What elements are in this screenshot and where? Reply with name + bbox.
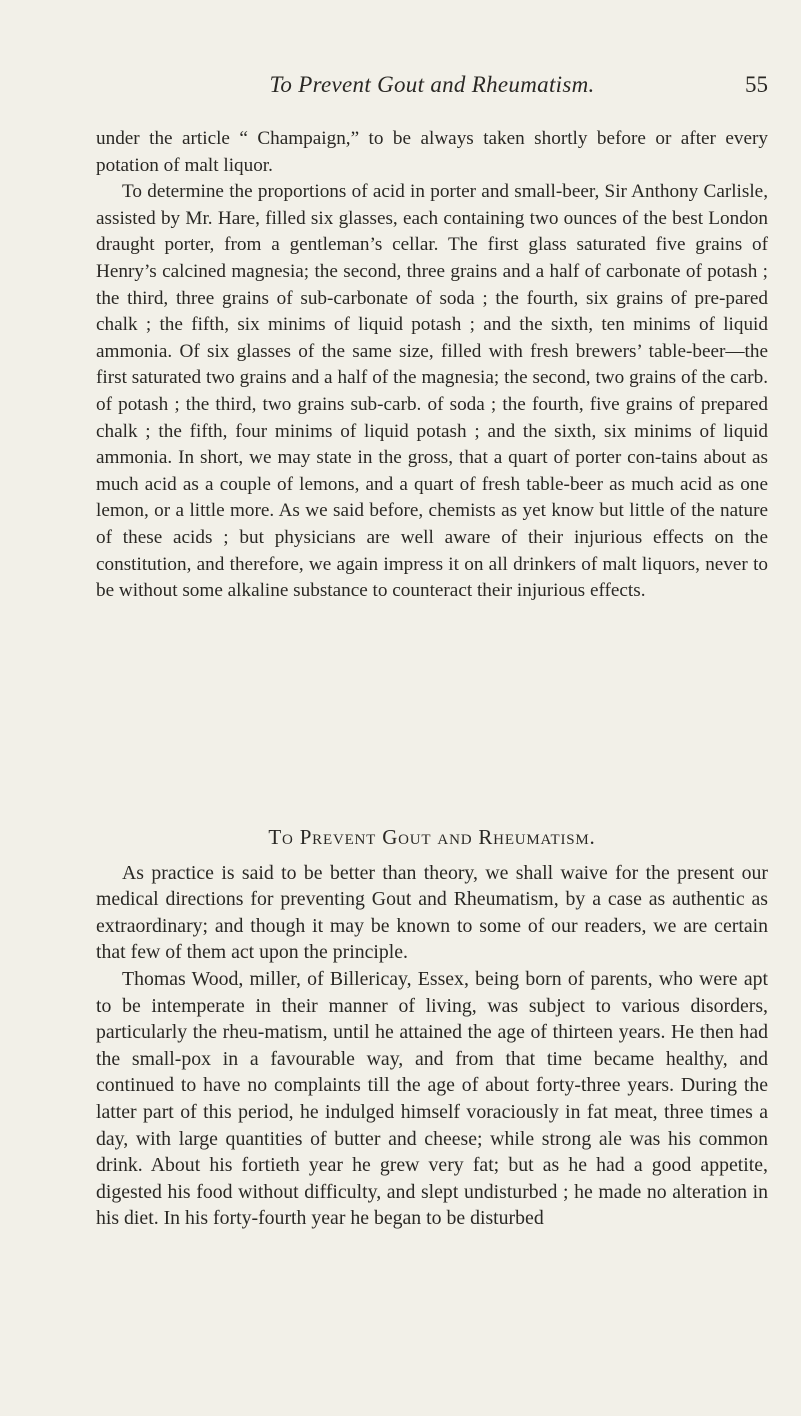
- paragraph-practice-theory: As practice is said to be better than theory, we shall waive for the present our medical directions for preventing Gout and Rheumatism, by a case as authentic as extraordinary; and though it may be known to some of our readers, we are certain that few of them act upon the principle.: [96, 861, 768, 964]
- section-gout-rheumatism: [96, 824, 768, 1232]
- paragraph-acid-experiment: To determine the proportions of acid in porter and small-beer, Sir Anthony Carlisle, assisted by Mr. Hare, filled six glasses, each containing two ounces of the best London draught porter, from a gentleman’s cellar. The first glass saturated five grains of Henry’s calcined magnesia; the second, three grains and a half of carbonate of potash ; the third, three grains of sub-carbonate of soda ; the fourth, six grains of pre-pared chalk ; the fifth, six minims of liquid potash ; and the sixth, ten minims of liquid ammonia. Of six glasses of the same size, filled with fresh brewers’ table-beer—the first saturated two grains and a half of the magnesia; the second, two grains of the carb. of potash ; the third, two grains sub-carb. of soda ; the fourth, five grains of prepared chalk ; the fifth, four minims of liquid potash ; and the sixth, six minims of liquid ammonia. In short, we may state in the gross, that a quart of porter con-tains about as much acid as a couple of lemons, and a quart of fresh table-beer as much acid as one lemon, or a little more. As we said before, chemists as yet know but little of the nature of these acids ; but physicians are well aware of their injurious effects on the constitution, and therefore, we again impress it on all drinkers of malt liquors, never to be without some alkaline substance to counteract their injurious effects.: [96, 181, 768, 602]
- body-text: [96, 126, 768, 605]
- running-head: [96, 72, 768, 102]
- section-heading: To Prevent Gout and Rheumatism.: [268, 825, 596, 849]
- paragraph-continuation: under the article “ Champaign,” to be always taken shortly before or after every potation of malt liquor.: [96, 128, 768, 176]
- running-title: To Prevent Gout and Rheumatism.: [269, 72, 595, 97]
- page-number: 55: [745, 72, 768, 97]
- paragraph-thomas-wood: Thomas Wood, miller, of Billericay, Essex, being born of parents, who were apt to be intemperate in their manner of living, was subject to various disorders, particularly the rheu-matism, until he attained the age of thirteen years. He then had the small-pox in a favourable way, and from that time became healthy, and continued to have no complaints till the age of about forty-three years. During the latter part of this period, he indulged himself voraciously in fat meat, three times a day, with large quantities of butter and cheese; while strong ale was his common drink. About his fortieth year he grew very fat; but as he had a good appetite, digested his food without difficulty, and slept undisturbed ; he made no alteration in his diet. In his forty-fourth year he began to be disturbed: [96, 967, 768, 1230]
